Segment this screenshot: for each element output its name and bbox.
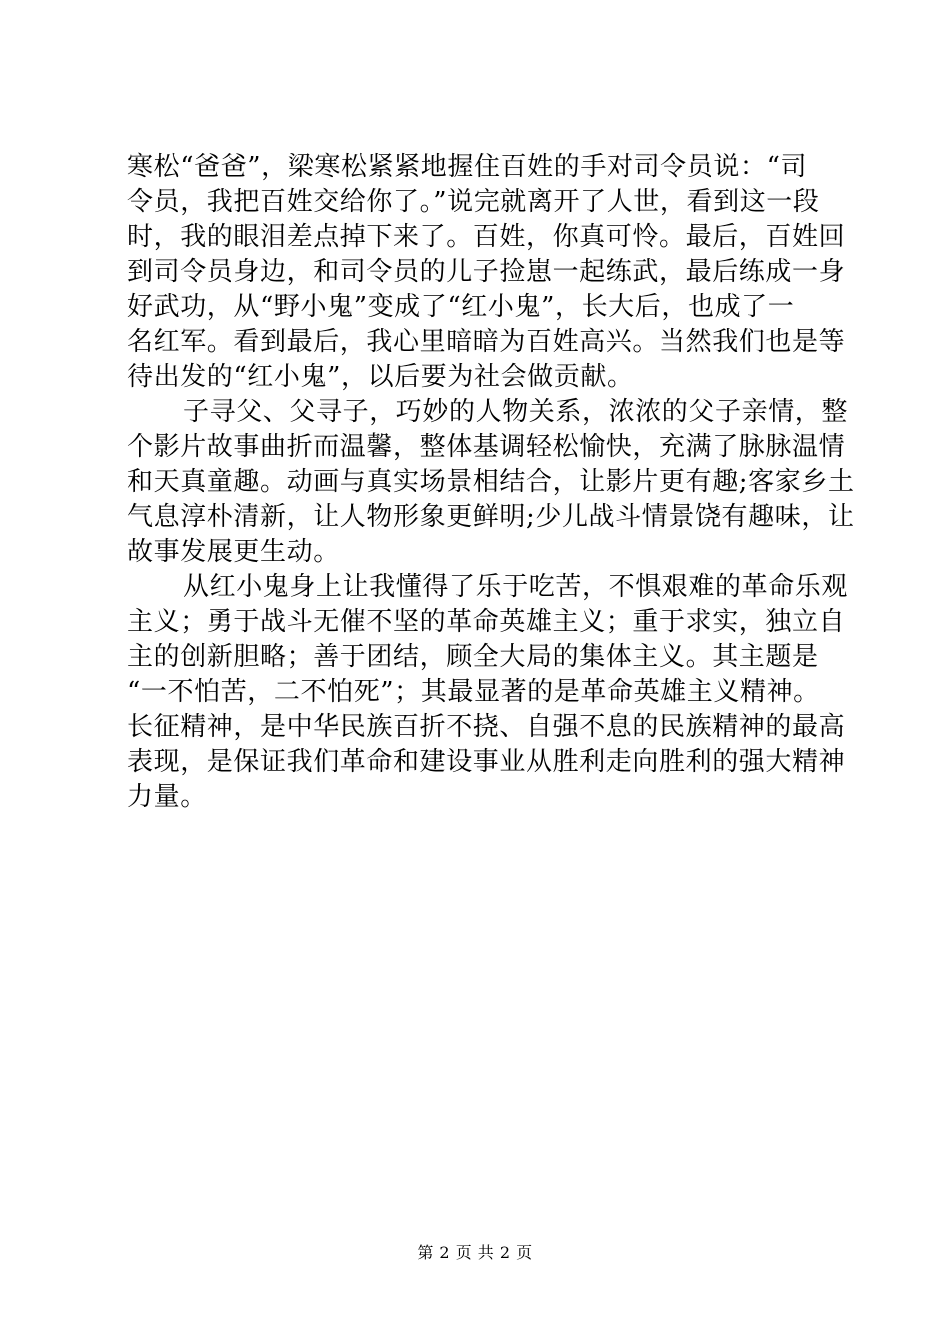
text-line: 好武功，从“野小鬼”变成了“红小鬼”，长大后，也成了一 (127, 292, 795, 322)
text-line: “一不怕苦，二不怕死”；其最显著的是革命英雄主义精神。 (127, 677, 820, 707)
document-body (127, 150, 855, 815)
text-line: 从红小鬼身上让我懂得了乐于吃苦，不惧艰难的革命乐观 (183, 572, 849, 602)
text-line: 时，我的眼泪差点掉下来了。百姓，你真可怜。最后，百姓回 (127, 222, 846, 252)
text-line: 令员，我把百姓交给你了。”说完就离开了人世，看到这一段 (127, 187, 820, 217)
paragraph-1 (127, 150, 846, 395)
text-line: 表现，是保证我们革命和建设事业从胜利走向胜利的强大精神 (127, 747, 846, 777)
text-line: 主的创新胆略；善于团结，顾全大局的集体主义。其主题是 (127, 642, 819, 672)
text-line: 和天真童趣。动画与真实场景相结合，让影片更有趣;客家乡土 (127, 467, 855, 497)
text-line: 气息淳朴清新，让人物形象更鲜明;少儿战斗情景饶有趣味，让 (127, 502, 855, 532)
text-line: 到司令员身边，和司令员的儿子捡崽一起练武，最后练成一身 (127, 257, 846, 287)
paragraph-2 (127, 395, 855, 570)
paragraph-3 (127, 570, 849, 815)
text-line: 个影片故事曲折而温馨，整体基调轻松愉快，充满了脉脉温情 (127, 432, 846, 462)
text-line: 主义；勇于战斗无催不坚的革命英雄主义；重于求实，独立自 (127, 607, 846, 637)
text-line: 子寻父、父寻子，巧妙的人物关系，浓浓的父子亲情，整 (183, 397, 849, 427)
text-line: 长征精神，是中华民族百折不挠、自强不息的民族精神的最高 (127, 712, 846, 742)
page-number-footer: 第 2 页 共 2 页 (417, 1243, 533, 1262)
text-line: 故事发展更生动。 (127, 537, 340, 567)
text-line: 寒松“爸爸”，梁寒松紧紧地握住百姓的手对司令员说：“司 (127, 152, 808, 182)
text-line: 力量。 (127, 782, 207, 812)
text-line: 待出发的“红小鬼”，以后要为社会做贡献。 (127, 362, 634, 392)
text-line: 名红军。看到最后，我心里暗暗为百姓高兴。当然我们也是等 (127, 327, 846, 357)
